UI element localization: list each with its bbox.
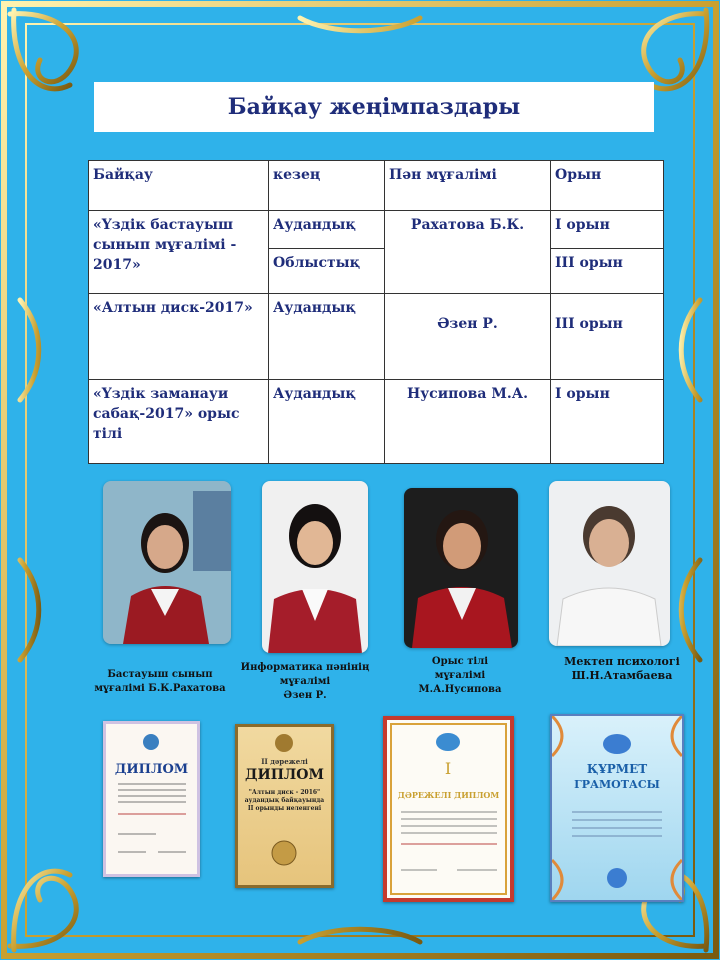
cell-place: І орын <box>551 211 664 249</box>
table-row <box>89 211 664 249</box>
cell-stage: Аудандық <box>269 380 385 464</box>
cell-teacher: Әзен Р. <box>385 294 551 380</box>
winners-table <box>88 160 664 464</box>
psychologist-photo-atambaeva <box>549 481 670 646</box>
teacher-photo-azen <box>262 481 368 653</box>
svg-text:І: І <box>444 759 452 778</box>
cell-teacher: Нусипова М.А. <box>385 380 551 464</box>
caption-azen: Информатика пәнінің мұғалімі Әзен Р. <box>240 662 370 701</box>
diploma-title-3: ДӘРЕЖЕЛІ ДИПЛОМ <box>397 790 500 800</box>
cell-stage: Аудандық <box>269 211 385 249</box>
cell-place: ІІІ орын <box>551 249 664 294</box>
cell-stage: Аудандық <box>269 294 385 380</box>
cell-place: І орын <box>551 380 664 464</box>
caption-rakhatova: Бастауыш сынып мұғалімі Б.К.Рахатова <box>94 669 226 694</box>
title-banner <box>94 82 654 132</box>
diploma-certificate-3 <box>383 716 514 902</box>
honor-title-4: ҚҰРМЕТ <box>586 762 648 776</box>
header-stage: кезең <box>269 161 385 211</box>
teacher-photo-nusipova <box>404 488 518 648</box>
cell-place: ІІІ орын <box>551 294 664 380</box>
header-teacher: Пән мұғалімі <box>385 161 551 211</box>
caption-atambaeva: Мектеп психологі Ш.Н.Атамбаева <box>564 655 680 682</box>
page-title: Байқау жеңімпаздары <box>227 94 521 120</box>
cell-contest: «Үздік бастауыш сынып мұғалімі - 2017» <box>89 211 269 294</box>
cell-teacher: Рахатова Б.К. <box>385 211 551 294</box>
teacher-photo-rakhatova <box>103 481 231 644</box>
cell-contest: «Алтын диск-2017» <box>89 294 269 380</box>
cell-contest: «Үздік заманауи сабақ-2017» орыс тілі <box>89 380 269 464</box>
cell-stage: Облыстық <box>269 249 385 294</box>
header-contest: Байқау <box>89 161 269 211</box>
diploma-title-2: ДИПЛОМ <box>245 767 324 783</box>
caption-nusipova: Орыс тілі мұғалімі М.А.Нусипова <box>418 656 502 695</box>
table-header-row <box>89 161 664 211</box>
diploma-certificate-1 <box>103 721 200 877</box>
diploma-title-1: ДИПЛОМ <box>114 762 189 777</box>
diploma-certificate-2: ІІ дәрежелі ДИПЛОМ "Алтын диск - 2016" аудандық байқауында ІІ орынды иеленгені <box>235 724 334 888</box>
table-row <box>89 380 664 464</box>
table-row <box>89 294 664 380</box>
header-place: Орын <box>551 161 664 211</box>
honor-certificate-4: ҚҰРМЕТ ГРАМОТАСЫ <box>550 714 684 902</box>
